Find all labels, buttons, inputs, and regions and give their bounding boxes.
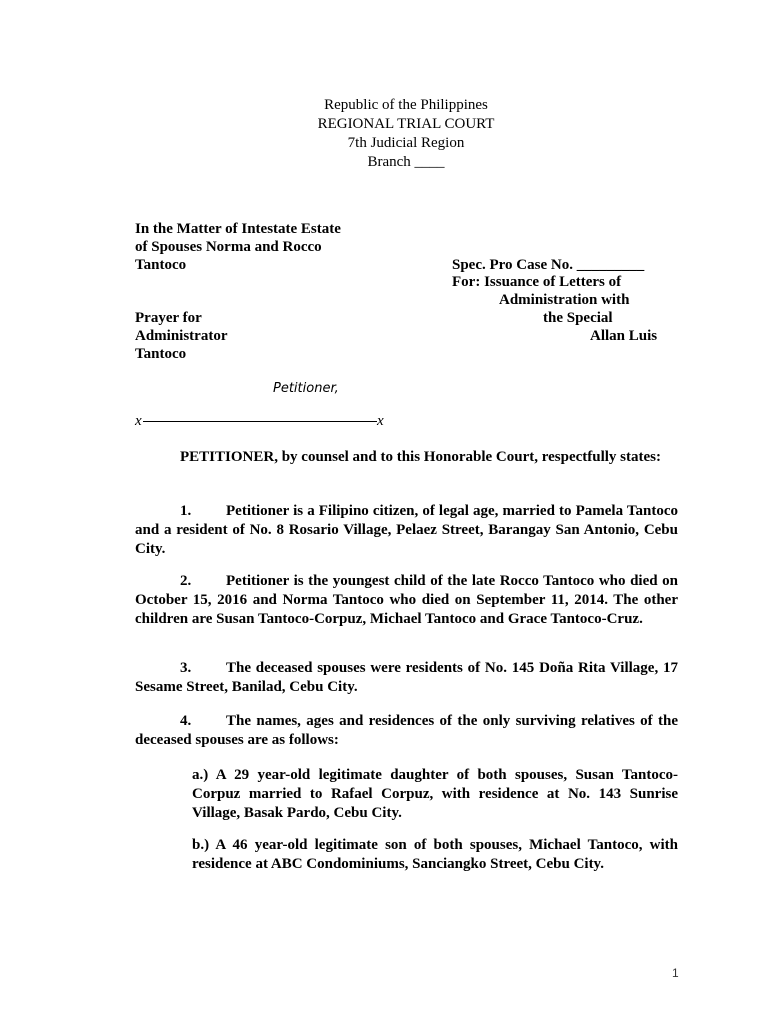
caption-matter-line-2: of Spouses Norma and Rocco [135, 239, 322, 255]
petitioner-label: Petitioner, [273, 381, 339, 396]
paragraph-number: 1. [180, 503, 192, 519]
case-for-line-2: Administration with [499, 292, 630, 308]
paragraph-text: Petitioner is a Filipino citizen, of legal age, married to Pamela Tantoco and a resident of No. 8 Rosario Village, Pelaez Street, Barangay San Antonio, Cebu City. [135, 503, 678, 557]
paragraph-4 [135, 712, 678, 750]
header-republic: Republic of the Philippines [324, 97, 488, 113]
paragraph-text: The deceased spouses were residents of No. 145 Doña Rita Village, 17 Sesame Street, Banilad, Cebu City. [135, 660, 678, 695]
intro-paragraph [135, 448, 678, 467]
header-region: 7th Judicial Region [347, 135, 465, 151]
case-number: Spec. Pro Case No. _________ [452, 257, 645, 273]
header-court: REGIONAL TRIAL COURT [317, 116, 495, 132]
page-number: 1 [672, 966, 679, 980]
court-header [200, 96, 612, 172]
paragraph-number: 2. [180, 573, 192, 589]
caption-matter-line-3: Tantoco [135, 257, 187, 273]
paragraph-1 [135, 502, 678, 559]
prayer-left-2: Administrator [135, 328, 228, 344]
paragraph-2 [135, 572, 678, 629]
separator-right-x: x [377, 413, 384, 429]
paragraph-3 [135, 659, 678, 697]
paragraph-number: 3. [180, 660, 192, 676]
caption-separator-line [143, 421, 377, 422]
prayer-left-3: Tantoco [135, 346, 187, 362]
intro-text: PETITIONER, by counsel and to this Honorable Court, respectfully states: [180, 449, 661, 465]
caption-matter-line-1: In the Matter of Intestate Estate [135, 221, 341, 237]
case-for-line-1: For: Issuance of Letters of [452, 274, 622, 290]
prayer-right-1: the Special [543, 310, 613, 326]
header-branch: Branch ____ [367, 154, 445, 170]
paragraph-number: 4. [180, 713, 192, 729]
prayer-left-1: Prayer for [135, 310, 202, 326]
prayer-right-2: Allan Luis [590, 328, 658, 344]
subitem-b: b.) A 46 year-old legitimate son of both spouses, Michael Tantoco, with residence at ABC Condominiums, Sanciangko Street, Cebu City. [192, 837, 678, 872]
separator-left-x: x [135, 413, 142, 429]
paragraph-text: The names, ages and residences of the only surviving relatives of the deceased spouses are as follows: [135, 713, 678, 748]
paragraph-text: Petitioner is the youngest child of the late Rocco Tantoco who died on October 15, 2016 and Norma Tantoco who died on September 11, 2014. The other children are Susan Tantoco-Corpuz, Michael Tantoco and Grace Tantoco-Cruz. [135, 573, 678, 627]
subitem-a: a.) A 29 year-old legitimate daughter of both spouses, Susan Tantoco-Corpuz married to Rafael Corpuz, with residence at No. 143 Sunrise Village, Basak Pardo, Cebu City. [192, 767, 678, 821]
